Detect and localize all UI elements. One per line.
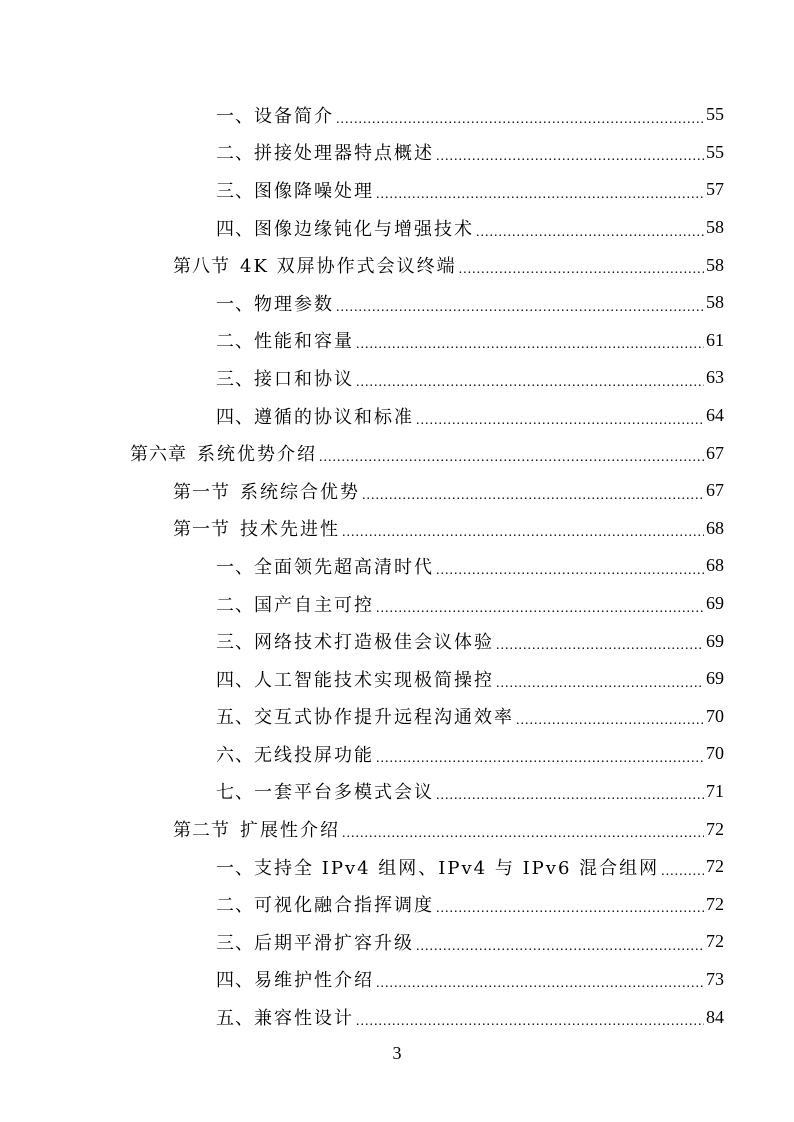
toc-entry[interactable] <box>0 622 794 660</box>
toc-entry[interactable] <box>0 773 794 811</box>
toc-entry-number: 一、 <box>216 857 254 879</box>
toc-entry[interactable] <box>0 171 794 209</box>
toc-entry[interactable] <box>0 434 794 472</box>
dot-leader <box>336 302 704 314</box>
toc-entry-title: 兼容性设计 <box>254 1008 354 1030</box>
dot-leader <box>436 903 704 915</box>
toc-entry-number: 四、 <box>216 406 254 428</box>
toc-entry-title: 无线投屏功能 <box>254 744 374 766</box>
dot-leader <box>356 339 704 351</box>
toc-entry-page: 58 <box>706 254 724 275</box>
toc-entry-page: 84 <box>706 1006 724 1027</box>
toc-entry[interactable] <box>0 923 794 961</box>
toc-entry-title: 物理参数 <box>254 293 334 315</box>
dot-leader <box>436 790 704 802</box>
toc-entry[interactable] <box>0 284 794 322</box>
toc-entry[interactable] <box>0 735 794 773</box>
toc-entry[interactable] <box>0 998 794 1036</box>
toc-entry-number: 第一节 <box>173 481 230 503</box>
dot-leader <box>436 151 704 163</box>
toc-entry-page: 55 <box>706 104 724 125</box>
dot-leader <box>459 264 704 276</box>
toc-entry-page: 69 <box>706 630 724 651</box>
toc-entry-page: 67 <box>706 442 724 463</box>
toc-entry-title: 图像边缘钝化与增强技术 <box>254 218 474 240</box>
toc-entry-number: 四、 <box>216 970 254 992</box>
toc-entry-number: 七、 <box>216 782 254 804</box>
dot-leader <box>319 452 704 464</box>
table-of-contents <box>0 96 794 1036</box>
toc-entry-number: 二、 <box>216 331 254 353</box>
toc-entry-title: 性能和容量 <box>254 331 354 353</box>
toc-entry-page: 72 <box>706 931 724 952</box>
toc-entry-number: 三、 <box>216 632 254 654</box>
dot-leader <box>342 828 704 840</box>
toc-entry-number: 三、 <box>216 368 254 390</box>
toc-entry-page: 73 <box>706 968 724 989</box>
toc-entry-title: 接口和协议 <box>254 368 354 390</box>
toc-entry-number: 二、 <box>216 143 254 165</box>
toc-entry[interactable] <box>0 961 794 999</box>
toc-entry-page: 68 <box>706 555 724 576</box>
toc-entry-title: 4K 双屏协作式会议终端 <box>240 256 457 278</box>
toc-entry-number: 五、 <box>216 1008 254 1030</box>
toc-entry-page: 55 <box>706 141 724 162</box>
dot-leader <box>342 527 704 539</box>
toc-entry-number: 第一节 <box>173 519 230 541</box>
dot-leader <box>356 377 704 389</box>
toc-entry[interactable] <box>0 885 794 923</box>
toc-entry-number: 二、 <box>216 895 254 917</box>
toc-entry-title: 扩展性介绍 <box>240 820 340 842</box>
toc-entry-title: 人工智能技术实现极简操控 <box>254 669 494 691</box>
toc-entry[interactable] <box>0 322 794 360</box>
dot-leader <box>356 1016 704 1028</box>
toc-entry-number: 四、 <box>216 218 254 240</box>
toc-entry-page: 72 <box>706 818 724 839</box>
toc-entry-number: 五、 <box>216 707 254 729</box>
toc-entry-page: 69 <box>706 593 724 614</box>
dot-leader <box>661 866 704 878</box>
toc-entry[interactable] <box>0 698 794 736</box>
toc-entry-page: 68 <box>706 517 724 538</box>
toc-entry-page: 63 <box>706 367 724 388</box>
page-number: 3 <box>392 1043 402 1063</box>
toc-entry-number: 第八节 <box>173 256 230 278</box>
dot-leader <box>376 603 704 615</box>
toc-entry-page: 72 <box>706 893 724 914</box>
dot-leader <box>496 640 704 652</box>
toc-entry[interactable] <box>0 397 794 435</box>
toc-entry-page: 61 <box>706 329 724 350</box>
toc-entry[interactable] <box>0 585 794 623</box>
dot-leader <box>362 490 704 502</box>
toc-entry-page: 69 <box>706 668 724 689</box>
toc-entry-title: 支持全 IPv4 组网、IPv4 与 IPv6 混合组网 <box>254 857 660 879</box>
toc-entry[interactable] <box>0 209 794 247</box>
dot-leader <box>416 941 704 953</box>
toc-entry-title: 技术先进性 <box>240 519 340 541</box>
toc-entry[interactable] <box>0 359 794 397</box>
toc-entry-title: 后期平滑扩容升级 <box>254 932 414 954</box>
dot-leader <box>476 227 704 239</box>
toc-entry-number: 第六章 <box>130 444 187 466</box>
toc-entry-number: 第二节 <box>173 820 230 842</box>
toc-entry-page: 72 <box>706 856 724 877</box>
dot-leader <box>496 678 704 690</box>
dot-leader <box>376 978 704 990</box>
toc-entry-title: 系统优势介绍 <box>197 444 317 466</box>
toc-entry[interactable] <box>0 472 794 510</box>
dot-leader <box>516 715 704 727</box>
toc-entry-title: 图像降噪处理 <box>254 180 374 202</box>
dot-leader <box>336 114 704 126</box>
toc-entry-title: 国产自主可控 <box>254 594 374 616</box>
toc-entry[interactable] <box>0 810 794 848</box>
toc-entry[interactable] <box>0 510 794 548</box>
toc-entry-title: 易维护性介绍 <box>254 970 374 992</box>
toc-entry-page: 58 <box>706 292 724 313</box>
toc-entry-title: 设备简介 <box>254 105 334 127</box>
dot-leader <box>376 189 704 201</box>
toc-entry-page: 70 <box>706 705 724 726</box>
dot-leader <box>376 753 704 765</box>
toc-entry-title: 可视化融合指挥调度 <box>254 895 434 917</box>
toc-entry-number: 三、 <box>216 932 254 954</box>
toc-entry-number: 二、 <box>216 594 254 616</box>
toc-entry-page: 70 <box>706 743 724 764</box>
dot-leader <box>436 565 704 577</box>
toc-entry-title: 交互式协作提升远程沟通效率 <box>254 707 514 729</box>
toc-entry-number: 一、 <box>216 556 254 578</box>
toc-entry-number: 一、 <box>216 105 254 127</box>
toc-entry-title: 系统综合优势 <box>240 481 360 503</box>
toc-entry[interactable] <box>0 660 794 698</box>
toc-entry[interactable] <box>0 246 794 284</box>
dot-leader <box>416 415 704 427</box>
toc-entry-page: 64 <box>706 405 724 426</box>
toc-entry-number: 三、 <box>216 180 254 202</box>
toc-entry-title: 一套平台多模式会议 <box>254 782 434 804</box>
toc-entry[interactable] <box>0 848 794 886</box>
toc-entry-title: 遵循的协议和标准 <box>254 406 414 428</box>
toc-entry[interactable] <box>0 96 794 134</box>
toc-entry[interactable] <box>0 134 794 172</box>
toc-entry-page: 57 <box>706 179 724 200</box>
toc-entry-page: 67 <box>706 480 724 501</box>
toc-entry-title: 拼接处理器特点概述 <box>254 143 434 165</box>
toc-entry[interactable] <box>0 547 794 585</box>
toc-entry-title: 全面领先超高清时代 <box>254 556 434 578</box>
toc-entry-page: 71 <box>706 780 724 801</box>
toc-entry-title: 网络技术打造极佳会议体验 <box>254 632 494 654</box>
toc-entry-page: 58 <box>706 217 724 238</box>
toc-entry-number: 一、 <box>216 293 254 315</box>
toc-entry-number: 四、 <box>216 669 254 691</box>
toc-entry-number: 六、 <box>216 744 254 766</box>
